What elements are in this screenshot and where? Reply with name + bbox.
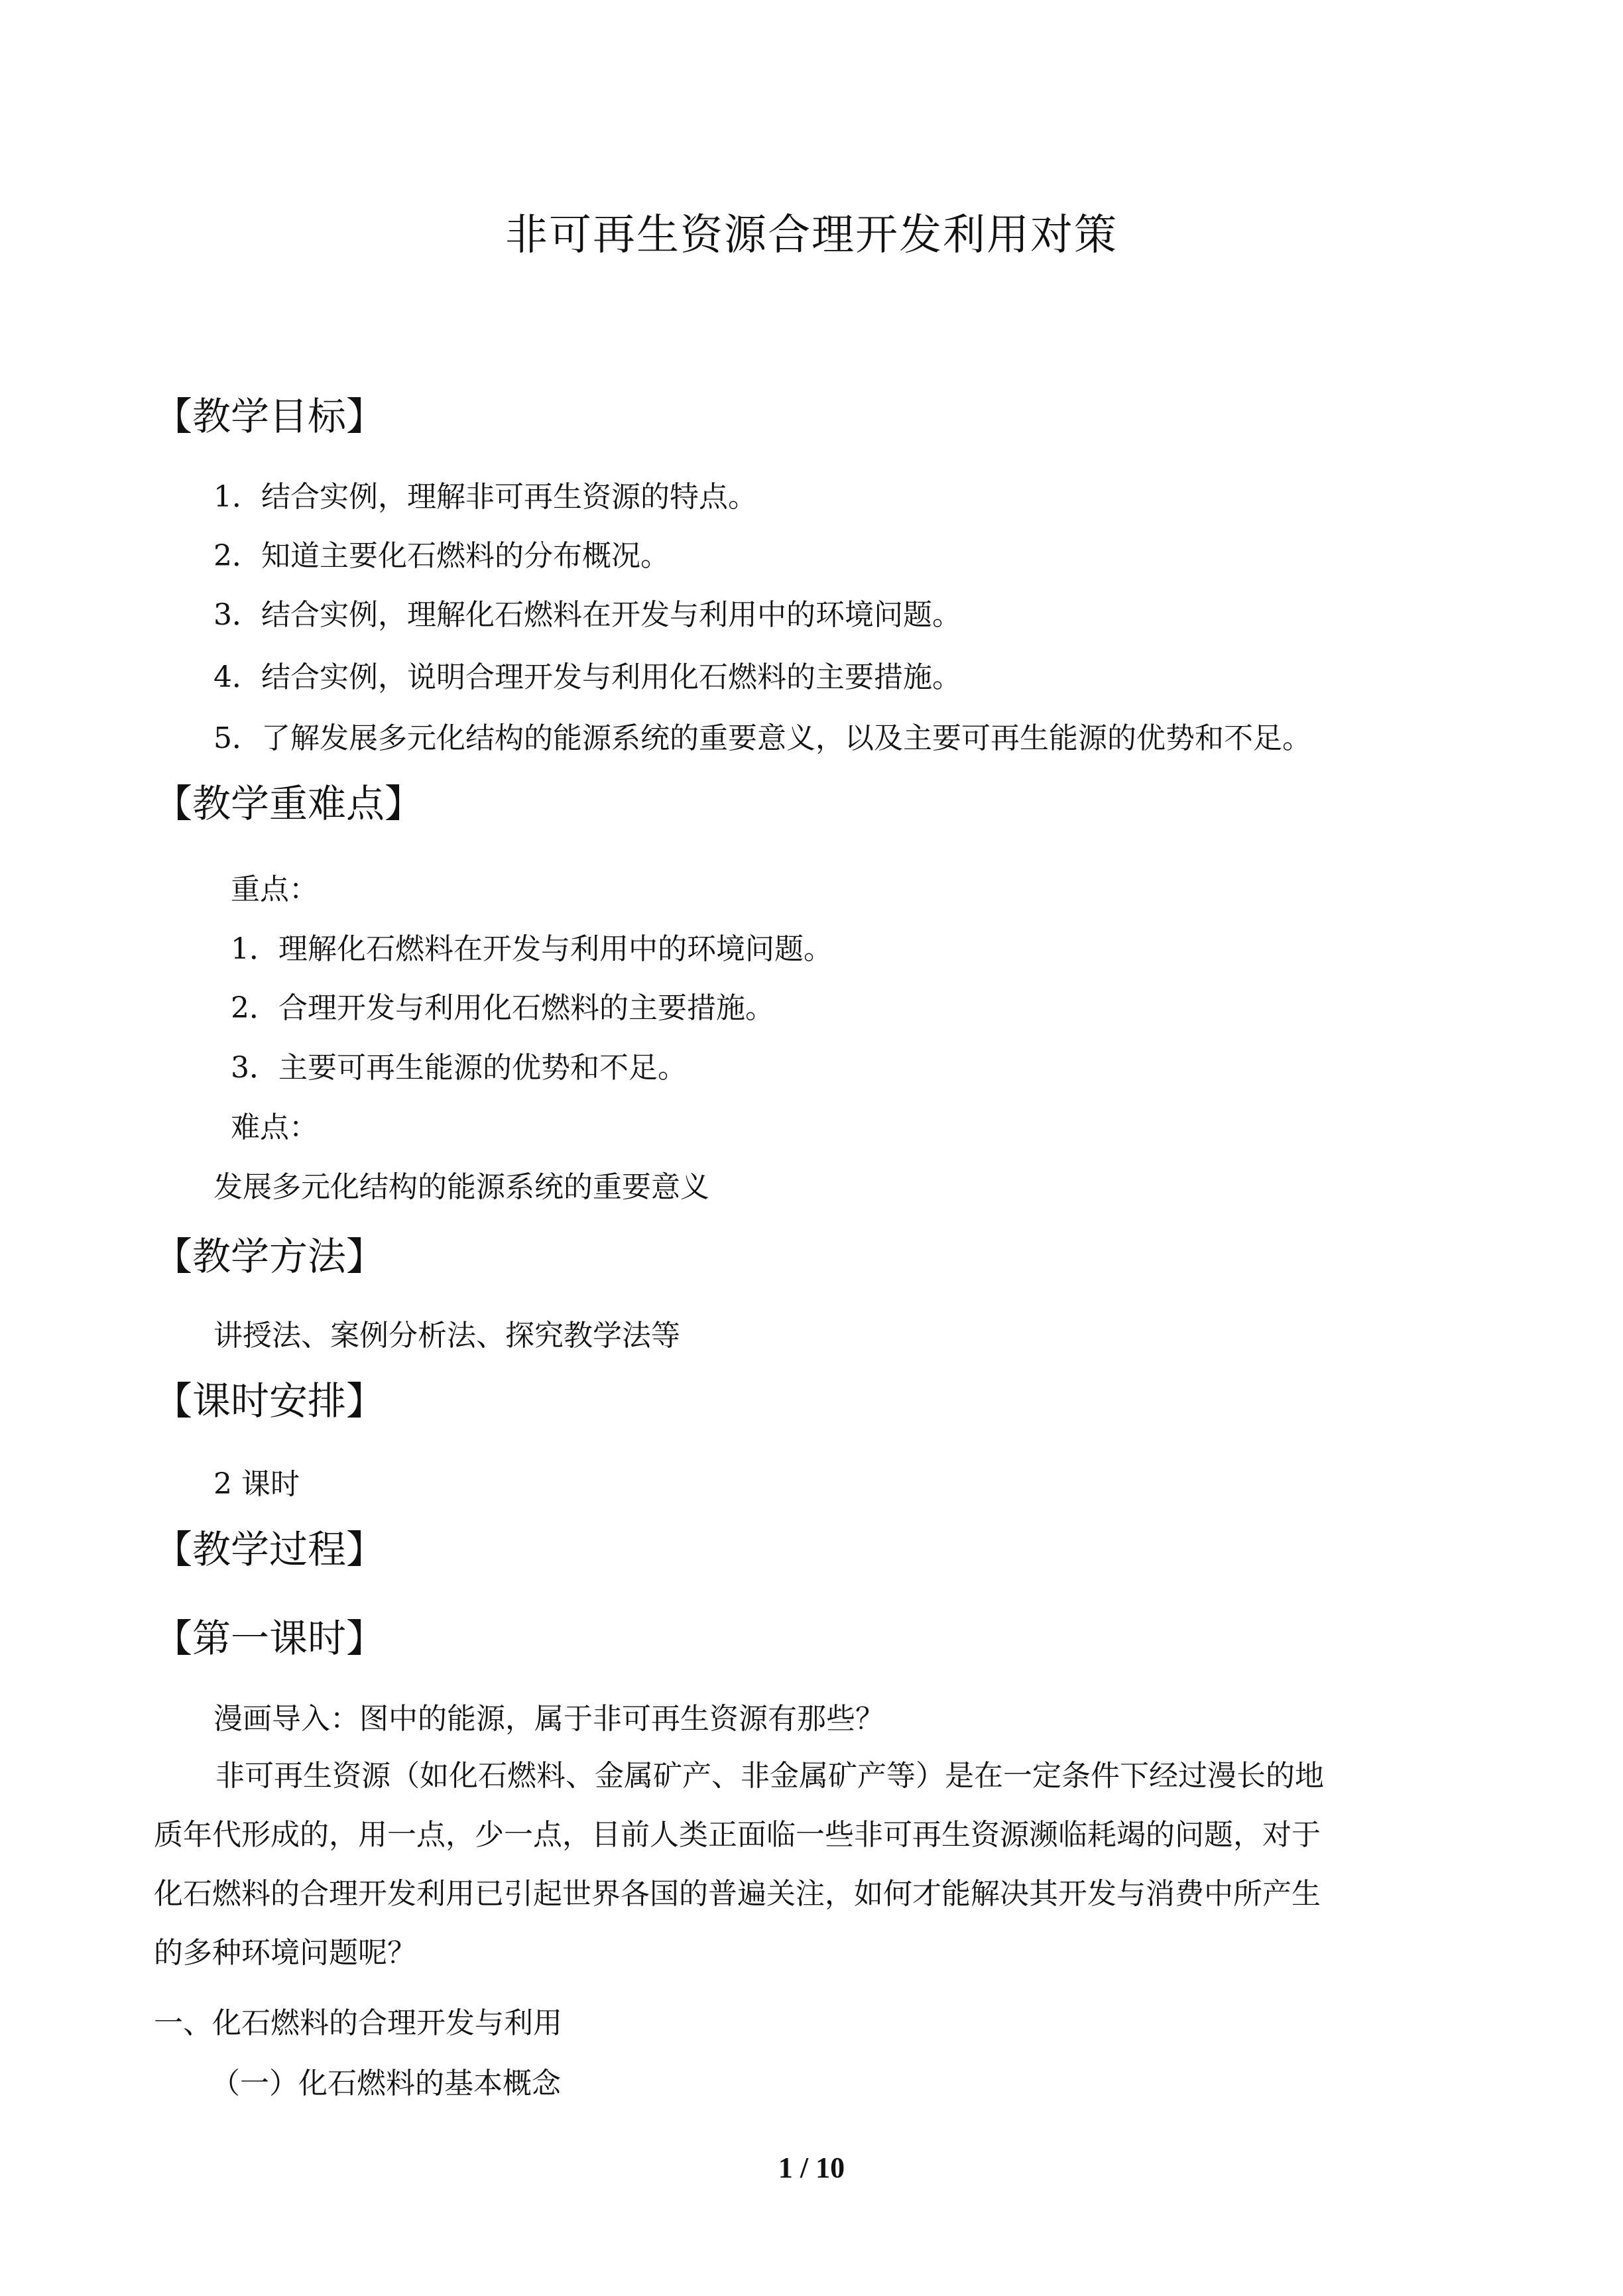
page-title: 非可再生资源合理开发利用对策: [505, 211, 1118, 260]
focus-item-2: 2．合理开发与利用化石燃料的主要措施。: [231, 991, 774, 1025]
focus-item-3: 3．主要可再生能源的优势和不足。: [231, 1051, 687, 1085]
objective-item-3: 3．结合实例，理解化石燃料在开发与利用中的环境问题。: [213, 598, 961, 632]
subsection-title: （一）化石燃料的基本概念: [211, 2067, 561, 2100]
objective-item-5: 5．了解发展多元化结构的能源系统的重要意义，以及主要可再生能源的优势和不足。: [213, 721, 1311, 755]
objectives-heading: 【教学目标】: [154, 394, 385, 439]
lesson1-heading: 【第一课时】: [154, 1616, 385, 1661]
difficulty-text: 发展多元化结构的能源系统的重要意义: [213, 1170, 709, 1204]
lesson1-paragraph: [154, 1746, 1473, 1982]
paragraph-line-1: 非可再生资源（如化石燃料、金属矿产、非金属矿产等）是在一定条件下经过漫长的地: [215, 1759, 1324, 1793]
schedule-heading: 【课时安排】: [154, 1378, 385, 1423]
difficulty-label: 难点：: [231, 1111, 318, 1144]
methods-heading: 【教学方法】: [154, 1234, 385, 1279]
paragraph-line-3: 化石燃料的合理开发利用已引起世界各国的普遍关注，如何才能解决其开发与消费中所产生: [154, 1877, 1321, 1911]
methods-text: 讲授法、案例分析法、探究教学法等: [213, 1319, 680, 1353]
section-title: 一、化石燃料的合理开发与利用: [154, 2006, 562, 2040]
focus-label: 重点：: [231, 873, 318, 906]
page-number: 1 / 10: [778, 2151, 845, 2184]
focus-item-1: 1．理解化石燃料在开发与利用中的环境问题。: [231, 932, 833, 966]
schedule-text: 2 课时: [213, 1467, 300, 1501]
lesson1-intro: 漫画导入：图中的能源，属于非可再生资源有那些？: [213, 1702, 884, 1736]
paragraph-line-2: 质年代形成的，用一点，少一点，目前人类正面临一些非可再生资源濒临耗竭的问题，对于: [154, 1818, 1321, 1852]
paragraph-line-4: 的多种环境问题呢？: [154, 1936, 416, 1970]
objective-item-4: 4．结合实例，说明合理开发与利用化石燃料的主要措施。: [213, 660, 961, 694]
objective-item-2: 2．知道主要化石燃料的分布概况。: [213, 539, 670, 573]
process-heading: 【教学过程】: [154, 1527, 385, 1572]
objective-item-1: 1．结合实例，理解非可再生资源的特点。: [213, 480, 757, 514]
key-points-heading: 【教学重难点】: [154, 781, 424, 826]
